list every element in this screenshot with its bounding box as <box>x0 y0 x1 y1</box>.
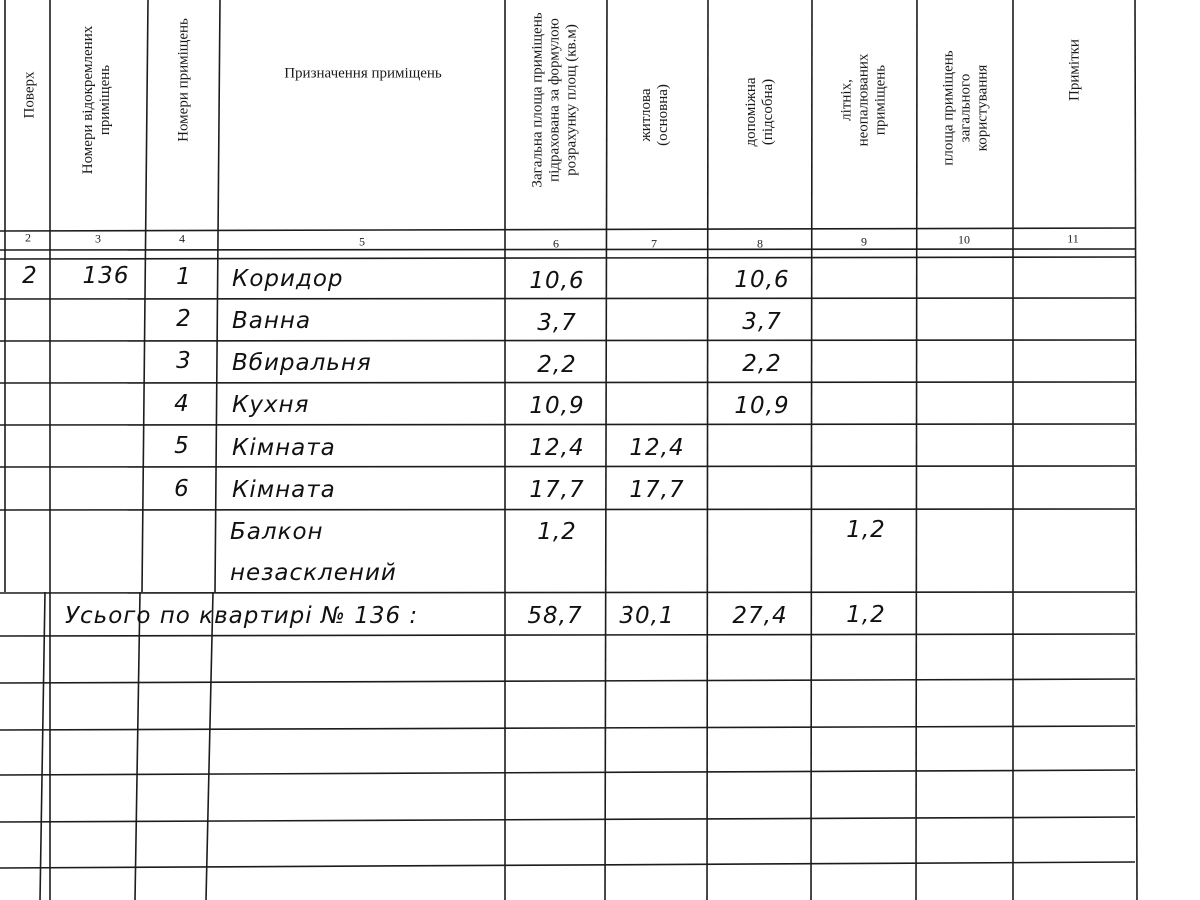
header-room-numbers: Номери приміщень <box>175 18 192 142</box>
grid-line <box>0 817 1135 822</box>
header-common-use-area: площа приміщень загального користування <box>940 50 991 166</box>
cell-summer-area: 1,2 <box>846 517 886 543</box>
cell-room-purpose: Коридор <box>232 266 344 292</box>
header-notes: Примітки <box>1066 39 1083 101</box>
cell-total-area: 10,6 <box>529 268 585 294</box>
column-number: 5 <box>359 234 365 249</box>
cell-room-number: 1 <box>176 264 192 290</box>
column-number: 3 <box>95 231 101 246</box>
column-number: 9 <box>861 234 867 249</box>
cell-auxiliary-area: 2,2 <box>742 351 782 377</box>
grid-line <box>0 726 1135 730</box>
grid-line <box>40 592 45 900</box>
grid-line <box>0 679 1135 683</box>
cell-room-purpose-balcony-unglazed: незасклений <box>230 560 397 586</box>
cell-room-number: 6 <box>174 476 190 502</box>
cell-apartment-number: 136 <box>82 263 130 289</box>
column-number: 11 <box>1067 231 1079 246</box>
cell-room-purpose-balcony: Балкон <box>230 519 324 545</box>
cell-auxiliary-area: 3,7 <box>742 309 782 335</box>
cell-room-purpose: Ванна <box>232 308 312 334</box>
cell-total-area: 3,7 <box>537 310 577 336</box>
header-summer-premises: літніх, неопалюваних приміщень <box>838 53 889 147</box>
cell-total-area: 12,4 <box>529 435 585 461</box>
totals-living-area: 30,1 <box>619 603 675 629</box>
grid-line <box>0 257 1135 259</box>
cell-room-purpose: Вбиральня <box>232 350 372 376</box>
cell-total-area: 1,2 <box>537 519 577 545</box>
cell-living-area: 17,7 <box>629 477 685 503</box>
totals-total-area: 58,7 <box>527 603 583 629</box>
grid-line <box>916 0 917 900</box>
grid-line <box>707 0 708 900</box>
grid-line <box>811 0 812 900</box>
column-number: 4 <box>179 231 185 246</box>
cell-room-purpose: Кухня <box>232 392 310 418</box>
grid-line <box>0 509 1135 510</box>
cell-auxiliary-area: 10,6 <box>734 267 790 293</box>
grid-line <box>0 298 1135 299</box>
grid-line <box>0 770 1135 775</box>
column-number: 8 <box>757 236 763 251</box>
cell-total-area: 10,9 <box>529 393 585 419</box>
grid-line <box>0 340 1135 341</box>
grid-line <box>0 592 1135 593</box>
header-separate-premises: Номери відокремлених приміщень <box>80 25 113 175</box>
column-number: 2 <box>25 230 31 245</box>
grid-line <box>1135 0 1137 900</box>
cell-room-purpose: Кімната <box>232 477 336 503</box>
column-number: 6 <box>553 236 559 251</box>
grid-line <box>0 228 1135 231</box>
grid-line <box>0 382 1135 383</box>
header-total-area: Загальна площа приміщень підрахована за формулою розрахунку площ (кв.м) <box>529 12 580 188</box>
grid-line <box>605 0 607 900</box>
grid-line <box>0 634 1135 636</box>
grid-line <box>142 0 148 592</box>
header-living-area: житлова (основна) <box>638 84 671 146</box>
totals-auxiliary-area: 27,4 <box>732 603 788 629</box>
grid-line <box>0 424 1135 425</box>
cell-living-area: 12,4 <box>629 435 685 461</box>
cell-room-number: 5 <box>174 433 190 459</box>
grid-line <box>135 592 140 900</box>
cell-room-number: 4 <box>174 391 190 417</box>
column-number: 10 <box>958 232 970 247</box>
cell-room-purpose: Кімната <box>232 435 336 461</box>
totals-summer-area: 1,2 <box>846 602 886 628</box>
header-auxiliary-area: допоміжна (підсобна) <box>743 77 776 147</box>
cell-floor: 2 <box>22 263 38 289</box>
header-room-purpose: Призначення приміщень <box>284 65 442 82</box>
grid-line <box>0 862 1135 868</box>
cell-total-area: 2,2 <box>537 352 577 378</box>
header-floor: Поверх <box>21 71 38 119</box>
cell-room-number: 2 <box>176 306 192 332</box>
cell-total-area: 17,7 <box>529 477 585 503</box>
cell-auxiliary-area: 10,9 <box>734 393 790 419</box>
cell-room-number: 3 <box>176 348 192 374</box>
totals-label: Усього по квартирі № 136 : <box>65 603 419 629</box>
grid-line <box>215 0 220 592</box>
grid-line <box>0 249 1135 250</box>
grid-line <box>206 592 213 900</box>
column-number: 7 <box>651 236 657 251</box>
grid-line <box>0 466 1135 467</box>
